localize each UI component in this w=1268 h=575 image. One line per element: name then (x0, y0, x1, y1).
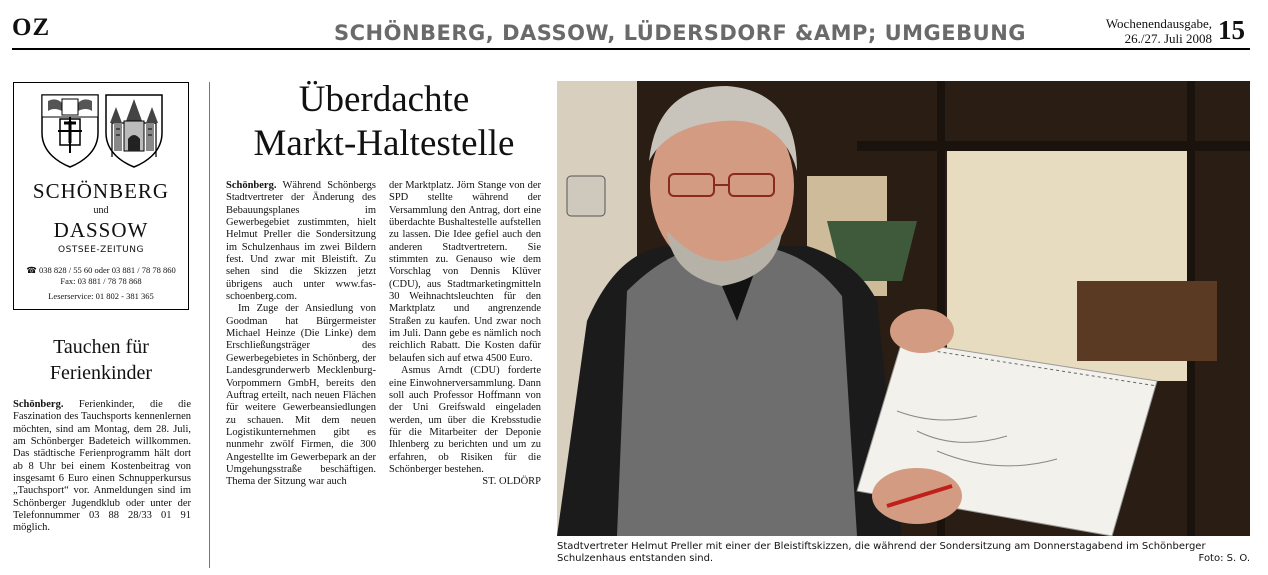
town-name-dassow: DASSOW (53, 218, 149, 242)
headline-line1: Überdachte (298, 79, 470, 120)
teaser-headline-line1: Tauchen für (53, 336, 149, 358)
newspaper-name: OSTSEE-ZEITUNG (58, 245, 144, 255)
article-author: ST. OLDÖRP (482, 476, 541, 488)
reader-service: Leserservice: 01 802 - 381 365 (48, 291, 154, 301)
teaser-text: Ferienkinder, die die Faszination des Tauchsports kennenlernen möchten, sind am Montag, dem 28. Juli, am Schönberger Badeteich willkommen. Das städtische Ferienprogramm hält dort ab 8 Uhr bei einem Kostenbeitrag von insgesamt 6 Euro einen Schnupperkursus „Tauchsport“ vor. Anmeldungen sind im Schönberger Jugendklub oder unter der Telefonnummer 03 88 28/33 01 91 möglich. (13, 399, 191, 534)
article-headline (214, 78, 554, 166)
town-conjunction: und (93, 205, 109, 216)
edition-label: Wochenendausgabe, (1105, 16, 1212, 31)
article-paragraph-2: Im Zuge der Ansiedlung von Goodman hat Bürgermeister Michael Heinze (Die Linke) dem Erschließungsträger des Gewerbegebietes in Schönberg, der Landesgrunderwerb Mecklenburg-Vorpommern GmbH, bereits den Auftrag erteilt, nach neuen Flächen für weitere Gewerbeansiedlungen zu schauen. Mit dem neuen Logistikunternehmen gibt es nunmehr zwölf Firmen, die 300 Angestellte im Gewerbepark an der Umgehungsstraße beschäftigen. Thema der Sitzung war auch (226, 303, 376, 488)
article-paragraph-4: Asmus Arndt (CDU) forderte eine Einwohnerversammlung. Dann soll auch Professor Hoffmann von der Uni Greifswald eingeladen werden, um über die Krebsstudie für die Mitarbeiter der Deponie Ihlenberg zu berichten und um zu erfahren, ob Risiken für die Schönberger bestehen. (389, 365, 541, 475)
teaser-body (13, 399, 191, 535)
teaser-headline (13, 334, 189, 386)
article-paragraph-1: Während Schönbergs Stadtvertreter der Änderung des Bebauungsplanes im Gewerbegebiet zustimmten, hielt Helmut Preller die Sondersitzung im Schulzenhaus im zwei Bildern fest. Und zwar mit Bleistift. Zu sehen sind die Skizzen jetzt übrigens auch unter www.fas-schoenberg.com. (226, 180, 376, 303)
edition-date (1080, 16, 1212, 46)
teaser-headline-line2: Ferienkinder (49, 362, 153, 384)
dassow-coat-of-arms-icon (104, 93, 164, 169)
photo-credit: Foto: S. O. (1198, 553, 1250, 564)
column-divider (209, 82, 210, 568)
article-photo (557, 81, 1250, 536)
contact-fax: Fax: 03 881 / 78 78 868 (60, 276, 142, 286)
article-dateline: Schönberg. (226, 180, 277, 191)
section-title: SCHÖNBERG, DASSOW, LÜDERSDORF &AMP; UMGEBUNG (334, 21, 1027, 45)
town-name-schoenberg: SCHÖNBERG (32, 179, 170, 203)
article-column-1 (226, 180, 376, 489)
local-edition-box (13, 82, 189, 310)
article-paragraph-3: der Marktplatz. Jörn Stange von der SPD stellte während der Versammlung den Antrag, dort eine überdachte Bushaltestelle aufstellen zu lassen. Die Idee gefiel auch den anderen Stadtvertretern. Sie stimmten zu. Genauso wie dem Vorschlag von Dennis Klüver (CDU), aus Stadtmarketingmitteln 30 Weihnachtsleuchten für den Marktplatz und angrenzende Straßen zu kaufen. Und zwar noch im Juli. Dann gebe es nämlich noch reichlich Rabatt. Die Kosten dafür belaufen sich auf etwa 4500 Euro. (389, 180, 541, 364)
article-column-2 (389, 180, 541, 489)
schoenberg-coat-of-arms-icon (40, 93, 100, 169)
photo-caption: Stadtvertreter Helmut Preller mit einer der Bleistiftskizzen, die während der Sondersitzung am Donnerstagabend im Schönberger Schulzenhaus entstanden sind. (557, 541, 1206, 564)
teaser-dateline: Schönberg. (13, 399, 64, 410)
contact-phone: ☎ 038 828 / 55 60 oder 03 881 / 78 78 860 (26, 265, 176, 275)
edition-date-text: 26./27. Juli 2008 (1124, 31, 1212, 46)
page-number: 15 (1218, 15, 1245, 45)
paper-abbreviation: OZ (12, 14, 51, 41)
headline-line2: Markt-Haltestelle (253, 123, 515, 164)
header-rule (12, 48, 1250, 50)
